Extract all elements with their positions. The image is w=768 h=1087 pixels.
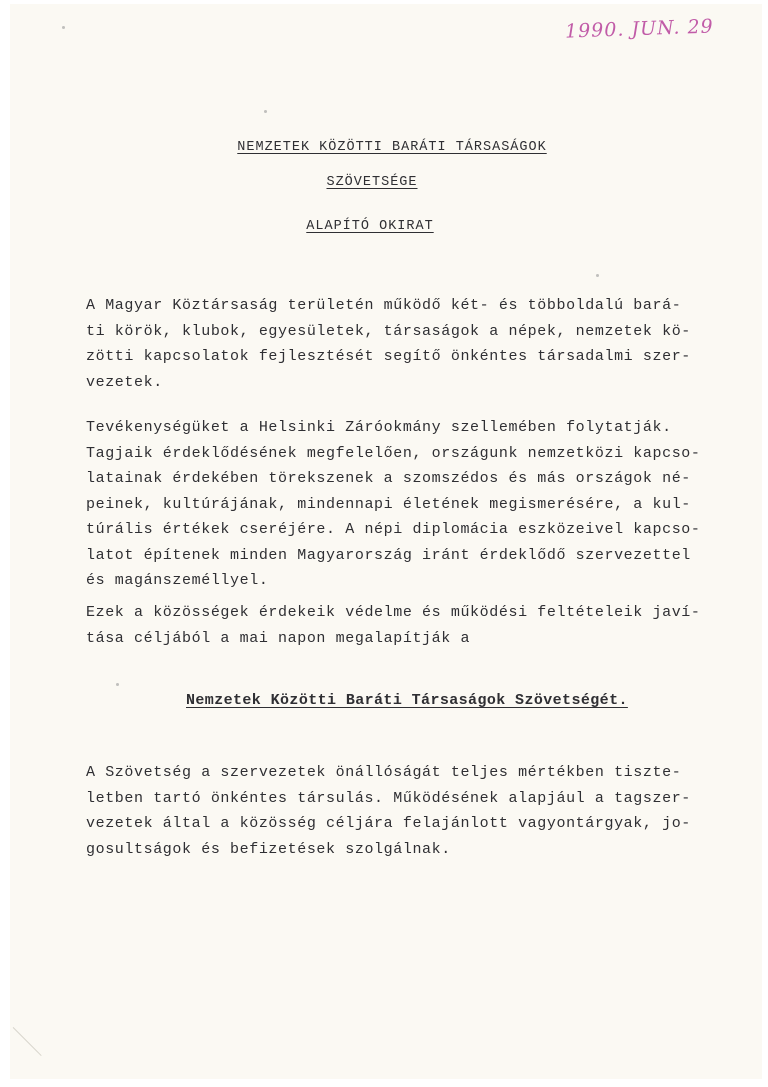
- document-subtitle: [10, 175, 748, 190]
- paragraph-3: [86, 600, 706, 651]
- text-line: gosultságok és befizetések szolgálnak.: [86, 840, 451, 858]
- document-type-heading: [10, 219, 746, 234]
- text-line: és magánszeméllyel.: [86, 572, 269, 589]
- title-line-3: ALAPÍTÓ OKIRAT: [306, 219, 434, 234]
- paper-speck: [596, 274, 599, 277]
- text-line: peinek, kultúrájának, mindennapi életének megismerésére, a kul-: [86, 495, 691, 513]
- paragraph-1: [86, 293, 706, 395]
- document-title: [16, 140, 762, 155]
- text-line: zötti kapcsolatok fejlesztését segítő önkéntes társadalmi szer-: [86, 348, 691, 365]
- paper-corner-fold: [10, 1027, 42, 1079]
- text-line: latot építenek minden Magyarország iránt érdeklődő szervezettel: [86, 546, 691, 564]
- text-line: Tevékenységüket a Helsinki Záróokmány szellemében folytatják.: [86, 419, 672, 436]
- title-line-2: SZÖVETSÉGE: [326, 175, 418, 190]
- document-page: [10, 4, 762, 1079]
- text-line: ti körök, klubok, egyesületek, társaságok a népek, nemzetek kö-: [86, 322, 691, 340]
- text-line: letben tartó önkéntes társulás. Működésének alapjául a tagszer-: [86, 789, 691, 807]
- paper-speck: [264, 110, 267, 113]
- federation-name: Nemzetek Közötti Baráti Társaságok Szövetségét.: [186, 692, 628, 709]
- text-line: vezetek által a közösség céljára felajánlott vagyontárgyak, jo-: [86, 815, 691, 832]
- text-line: latainak érdekében törekszenek a szomszédos és más országok né-: [86, 470, 691, 487]
- paper-speck: [62, 26, 65, 29]
- text-line: túrális értékek cseréjére. A népi diplomácia eszközeivel kapcso-: [86, 521, 701, 538]
- text-line: Ezek a közösségek érdekeik védelme és működési feltételeik javí-: [86, 604, 701, 621]
- text-line: A Magyar Köztársaság területén működő két- és többoldalú bará-: [86, 297, 682, 314]
- title-line-1: NEMZETEK KÖZÖTTI BARÁTI TÁRSASÁGOK: [237, 140, 547, 155]
- paper-speck: [116, 683, 119, 686]
- text-line: tása céljából a mai napon megalapítják a: [86, 629, 471, 647]
- text-line: Tagjaik érdeklődésének megfelelően, országunk nemzetközi kapcso-: [86, 444, 701, 462]
- handwritten-date-stamp: 1990. JUN. 29: [564, 15, 715, 43]
- text-line: vezetek.: [86, 373, 163, 391]
- paragraph-2: [86, 415, 706, 594]
- text-line: A Szövetség a szervezetek önállóságát teljes mértékben tiszte-: [86, 764, 682, 781]
- paragraph-4: [86, 760, 706, 862]
